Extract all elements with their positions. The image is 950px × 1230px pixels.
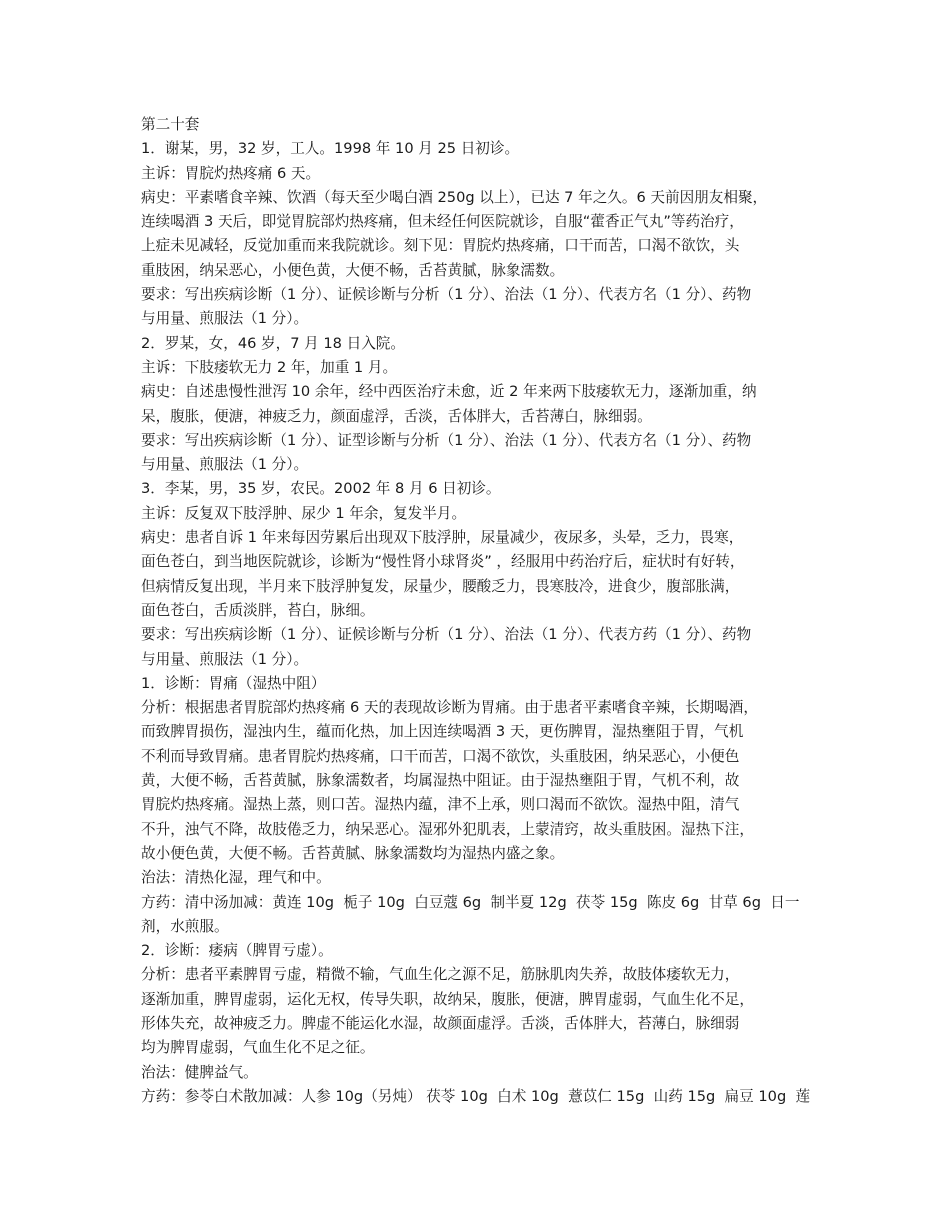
- text-line: 主诉：下肢痿软无力 2 年，加重 1 月。: [141, 358, 398, 376]
- text-line: 逐渐加重，脾胃虚弱，运化无权，传导失职，故纳呆，腹胀，便溏，脾胃虚弱，气血生化不足，: [141, 990, 754, 1008]
- text-line: 与用量、煎服法（1 分）。: [141, 310, 309, 328]
- text-line: 胃脘灼热疼痛。湿热上蒸，则口苦。湿热内蕴，津不上承，则口渴而不欲饮。湿热中阻，清气: [141, 796, 740, 814]
- text-line: 1．谢某，男，32 岁，工人。1998 年 10 月 25 日初诊。: [141, 140, 520, 158]
- text-line: 黄，大便不畅，舌苔黄腻，脉象濡数者，均属湿热中阻证。由于湿热壅阻于胃，气机不利，故: [141, 772, 740, 790]
- document-page: [141, 113, 817, 1109]
- text-line: 形体失充，故神疲乏力。脾虚不能运化水湿，故颜面虚浮。舌淡，舌体胖大，苔薄白，脉细弱: [141, 1014, 740, 1032]
- text-line: 治法：清热化湿，理气和中。: [141, 869, 331, 887]
- text-line: 不升，浊气不降，故肢倦乏力，纳呆恶心。湿邪外犯肌表，上蒙清窍，故头重肢困。湿热下注，: [141, 820, 754, 838]
- text-line: 第二十套: [141, 116, 200, 133]
- text-line: 病史：患者自诉 1 年来每因劳累后出现双下肢浮肿，尿量减少，夜尿多，头晕，乏力，畏寒，: [141, 529, 744, 547]
- text-line: 但病情反复出现，半月来下肢浮肿复发，尿量少，腰酸乏力，畏寒肢冷，进食少，腹部胀满，: [141, 577, 740, 595]
- text-line: 均为脾胃虚弱，气血生化不足之征。: [141, 1039, 375, 1057]
- text-line: 主诉：胃脘灼热疼痛 6 天。: [141, 164, 321, 182]
- text-line: 故小便色黄，大便不畅。舌苔黄腻、脉象濡数均为湿热内盛之象。: [141, 844, 565, 862]
- text-line: 主诉：反复双下肢浮肿、尿少 1 年余，复发半月。: [141, 504, 467, 522]
- text-line: 面色苍白，舌质淡胖，苔白，脉细。: [141, 601, 375, 619]
- text-line: 与用量、煎服法（1 分）。: [141, 456, 309, 474]
- text-line: 上症未见减轻，反觉加重而来我院就诊。刻下见：胃脘灼热疼痛，口干而苦，口渴不欲饮，头: [141, 237, 740, 255]
- text-line: 连续喝酒 3 天后，即觉胃脘部灼热疼痛，但未经任何医院就诊，自服“藿香正气丸”等药治疗，: [141, 213, 744, 231]
- text-line: 病史：自述患慢性泄泻 10 余年，经中西医治疗未愈，近 2 年来两下肢痿软无力，逐渐加重，纳: [141, 383, 757, 401]
- text-line: 不利而导致胃痛。患者胃脘灼热疼痛，口干而苦，口渴不欲饮，头重肢困，纳呆恶心，小便色: [141, 747, 740, 765]
- text-line: 而致脾胃损伤，湿浊内生，蕴而化热，加上因连续喝酒 3 天，更伤脾胃，湿热壅阻于胃，气机: [141, 723, 744, 741]
- text-line: 要求：写出疾病诊断（1 分）、证型诊断与分析（1 分）、治法（1 分）、代表方名（1 分）、药物: [141, 431, 752, 449]
- text-line: 与用量、煎服法（1 分）。: [141, 650, 309, 668]
- text-line: 3．李某，男，35 岁，农民。2002 年 8 月 6 日初诊。: [141, 480, 501, 498]
- text-line: 分析：患者平素脾胃亏虚，精微不输，气血生化之源不足，筋脉肌肉失养，故肢体痿软无力，: [141, 966, 740, 984]
- text-line: 治法：健脾益气。: [141, 1063, 258, 1081]
- text-line: 2．罗某，女，46 岁，7 月 18 日入院。: [141, 334, 405, 352]
- text-line: 1．诊断：胃痛（湿热中阻）: [141, 674, 326, 692]
- text-line: 剂，水煎服。: [141, 917, 229, 935]
- text-line: 呆，腹胀，便溏，神疲乏力，颜面虚浮，舌淡，舌体胖大，舌苔薄白，脉细弱。: [141, 407, 652, 425]
- text-line: 重肢困，纳呆恶心，小便色黄，大便不畅，舌苔黄腻，脉象濡数。: [141, 261, 565, 279]
- text-line: 2．诊断：痿病（脾胃亏虚）。: [141, 942, 333, 960]
- text-line: 分析：根据患者胃脘部灼热疼痛 6 天的表现故诊断为胃痛。由于患者平素嗜食辛辣，长期喝酒，: [141, 699, 758, 717]
- text-line: 方药：参苓白术散加减：人参 10g（另炖） 茯苓 10g 白术 10g 薏苡仁 15g 山药 15g 扁豆 10g 莲: [141, 1087, 811, 1105]
- text-line: 要求：写出疾病诊断（1 分）、证候诊断与分析（1 分）、治法（1 分）、代表方药（1 分）、药物: [141, 626, 752, 644]
- text-line: 方药：清中汤加减：黄连 10g 栀子 10g 白豆蔻 6g 制半夏 12g 茯苓 15g 陈皮 6g 甘草 6g 日一: [141, 893, 800, 911]
- text-line: 病史：平素嗜食辛辣、饮酒（每天至少喝白酒 250g 以上），已达 7 年之久。6 天前因朋友相聚，: [141, 188, 768, 206]
- text-line: 面色苍白，到当地医院就诊，诊断为“慢性肾小球肾炎” ，经服用中药治疗后，症状时有好转，: [141, 553, 745, 571]
- text-line: 要求：写出疾病诊断（1 分）、证候诊断与分析（1 分）、治法（1 分）、代表方名（1 分）、药物: [141, 286, 752, 304]
